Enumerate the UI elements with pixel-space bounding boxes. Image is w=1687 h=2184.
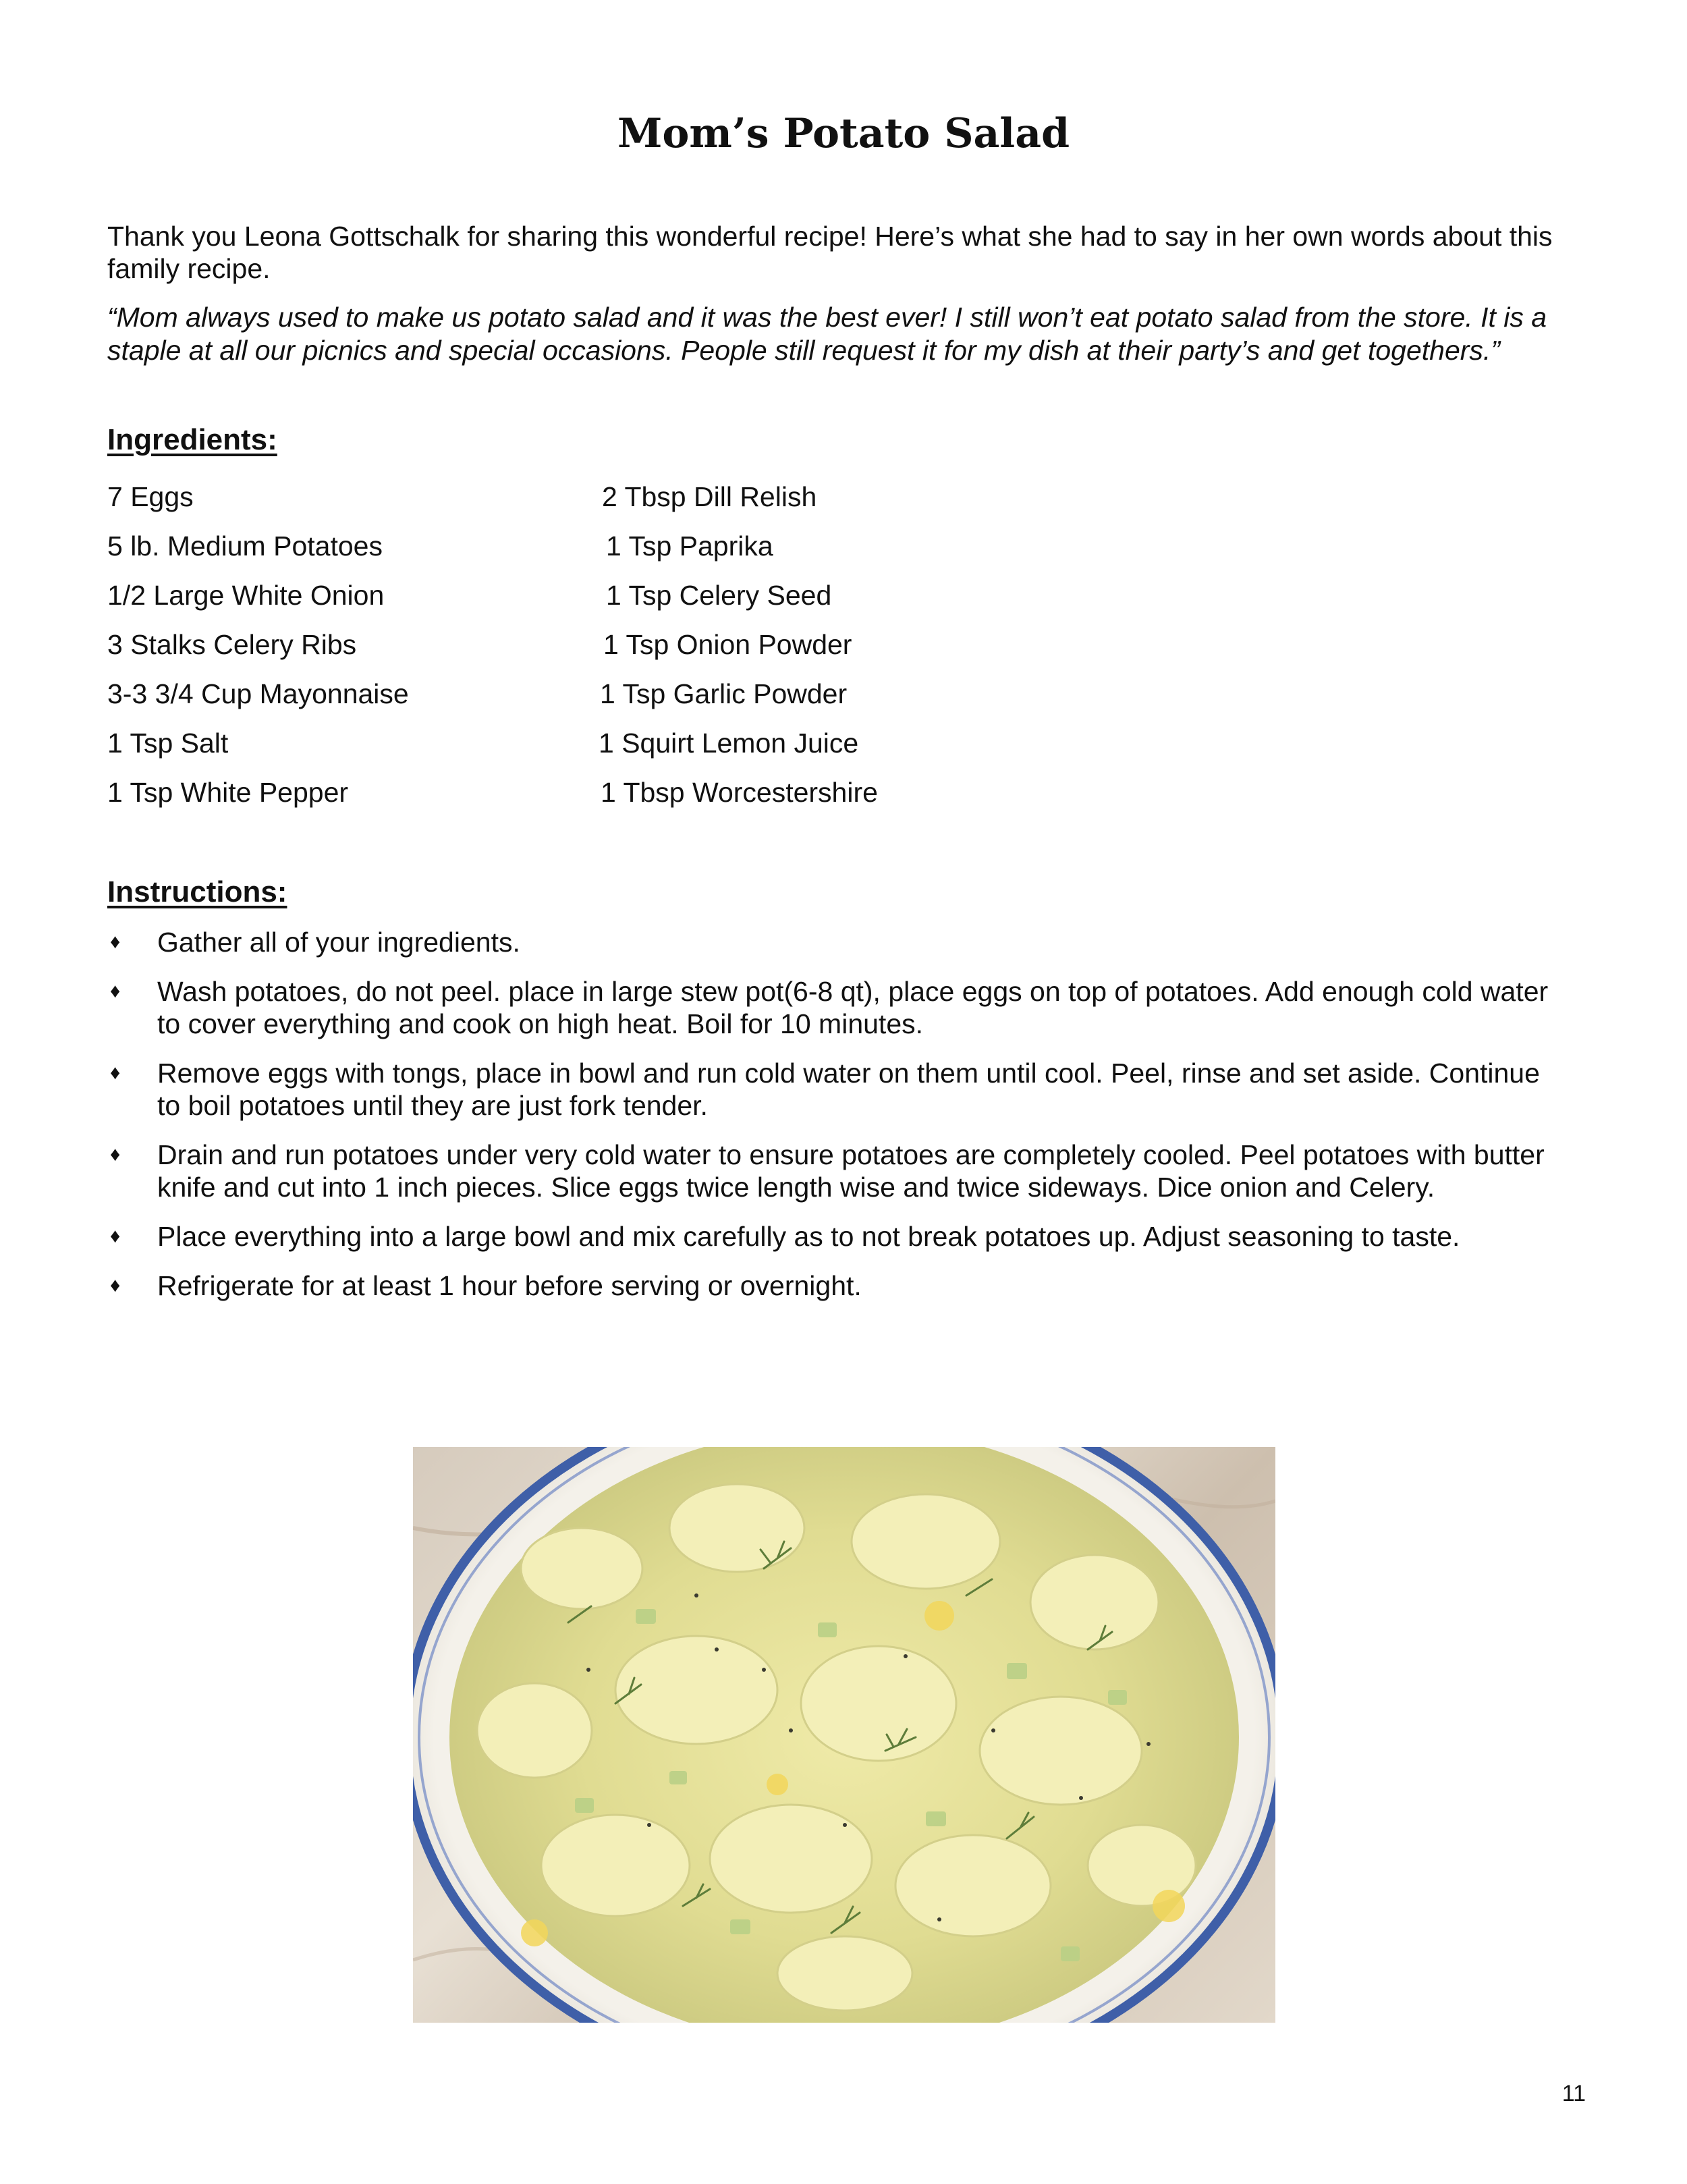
ingredient-left: 7 Eggs xyxy=(107,481,194,512)
intro-paragraph: Thank you Leona Gottschalk for sharing this wonderful recipe! Here’s what she had to say in her own words about this family recipe. xyxy=(107,221,1553,284)
diamond-bullet-icon: ♦ xyxy=(110,1274,121,1296)
ingredients-list xyxy=(107,481,985,825)
ingredients-heading: Ingredients: xyxy=(107,423,277,456)
instruction-step xyxy=(107,926,1558,958)
page-number: 11 xyxy=(1561,2081,1586,2106)
family-quote: “Mom always used to make us potato salad and it was the best ever! I still won’t eat potato salad from the store. It is a staple at all our picnics and special occasions. People still request it for my dish at their party’s and get togethers.” xyxy=(107,302,1547,366)
instruction-text: Remove eggs with tongs, place in bowl and run cold water on them until cool. Peel, rinse and set aside. Continue to boil potatoes until they are just fork tender. xyxy=(157,1058,1540,1121)
instructions-heading: Instructions: xyxy=(107,875,287,908)
instruction-step xyxy=(107,1270,1558,1302)
ingredient-row xyxy=(107,481,985,530)
ingredient-row xyxy=(107,678,985,727)
ingredient-left: 1 Tsp White Pepper xyxy=(107,777,349,808)
instruction-step xyxy=(107,1057,1558,1122)
ingredient-left: 1/2 Large White Onion xyxy=(107,580,385,611)
ingredient-left: 3 Stalks Celery Ribs xyxy=(107,629,357,660)
instruction-step xyxy=(107,1139,1558,1203)
ingredient-left: 1 Tsp Salt xyxy=(107,728,229,759)
ingredient-row xyxy=(107,727,985,776)
ingredient-left: 3-3 3/4 Cup Mayonnaise xyxy=(107,678,409,709)
ingredient-left: 5 lb. Medium Potatoes xyxy=(107,530,383,562)
instruction-text: Place everything into a large bowl and mix carefully as to not break potatoes up. Adjust seasoning to taste. xyxy=(157,1221,1460,1252)
potato-salad-photo xyxy=(413,1447,1275,2023)
instruction-text: Wash potatoes, do not peel. place in large stew pot(6-8 qt), place eggs on top of potatoes. Add enough cold water to cover everything and cook on high heat. Boil for 10 minutes. xyxy=(157,976,1549,1039)
ingredient-right: 1 Tsp Celery Seed xyxy=(606,580,832,611)
ingredient-row xyxy=(107,628,985,678)
ingredient-right: 1 Tsp Garlic Powder xyxy=(600,678,848,709)
diamond-bullet-icon: ♦ xyxy=(110,931,121,953)
ingredient-right: 2 Tbsp Dill Relish xyxy=(602,481,817,512)
instruction-text: Gather all of your ingredients. xyxy=(157,927,520,958)
diamond-bullet-icon: ♦ xyxy=(110,980,121,1002)
diamond-bullet-icon: ♦ xyxy=(110,1143,121,1166)
ingredient-right: 1 Tsp Onion Powder xyxy=(603,629,852,660)
ingredient-row xyxy=(107,530,985,579)
instruction-step xyxy=(107,975,1558,1040)
diamond-bullet-icon: ♦ xyxy=(110,1062,121,1084)
instruction-text: Drain and run potatoes under very cold water to ensure potatoes are completely cooled. Peel potatoes with butter knife and cut into 1 inch pieces. Slice eggs twice length wise and twice sideways. Dice onion and Celery. xyxy=(157,1139,1545,1203)
potato-salad-bowl-icon xyxy=(413,1447,1275,2023)
instructions-list xyxy=(107,926,1558,1319)
ingredient-right: 1 Tbsp Worcestershire xyxy=(601,777,878,808)
ingredient-right: 1 Squirt Lemon Juice xyxy=(599,728,859,759)
instruction-text: Refrigerate for at least 1 hour before serving or overnight. xyxy=(157,1270,862,1301)
page-title: Mom’s Potato Salad xyxy=(617,110,1070,157)
instruction-step xyxy=(107,1220,1558,1253)
ingredient-right: 1 Tsp Paprika xyxy=(606,530,773,562)
ingredient-row xyxy=(107,579,985,628)
ingredient-row xyxy=(107,776,985,825)
diamond-bullet-icon: ♦ xyxy=(110,1225,121,1247)
